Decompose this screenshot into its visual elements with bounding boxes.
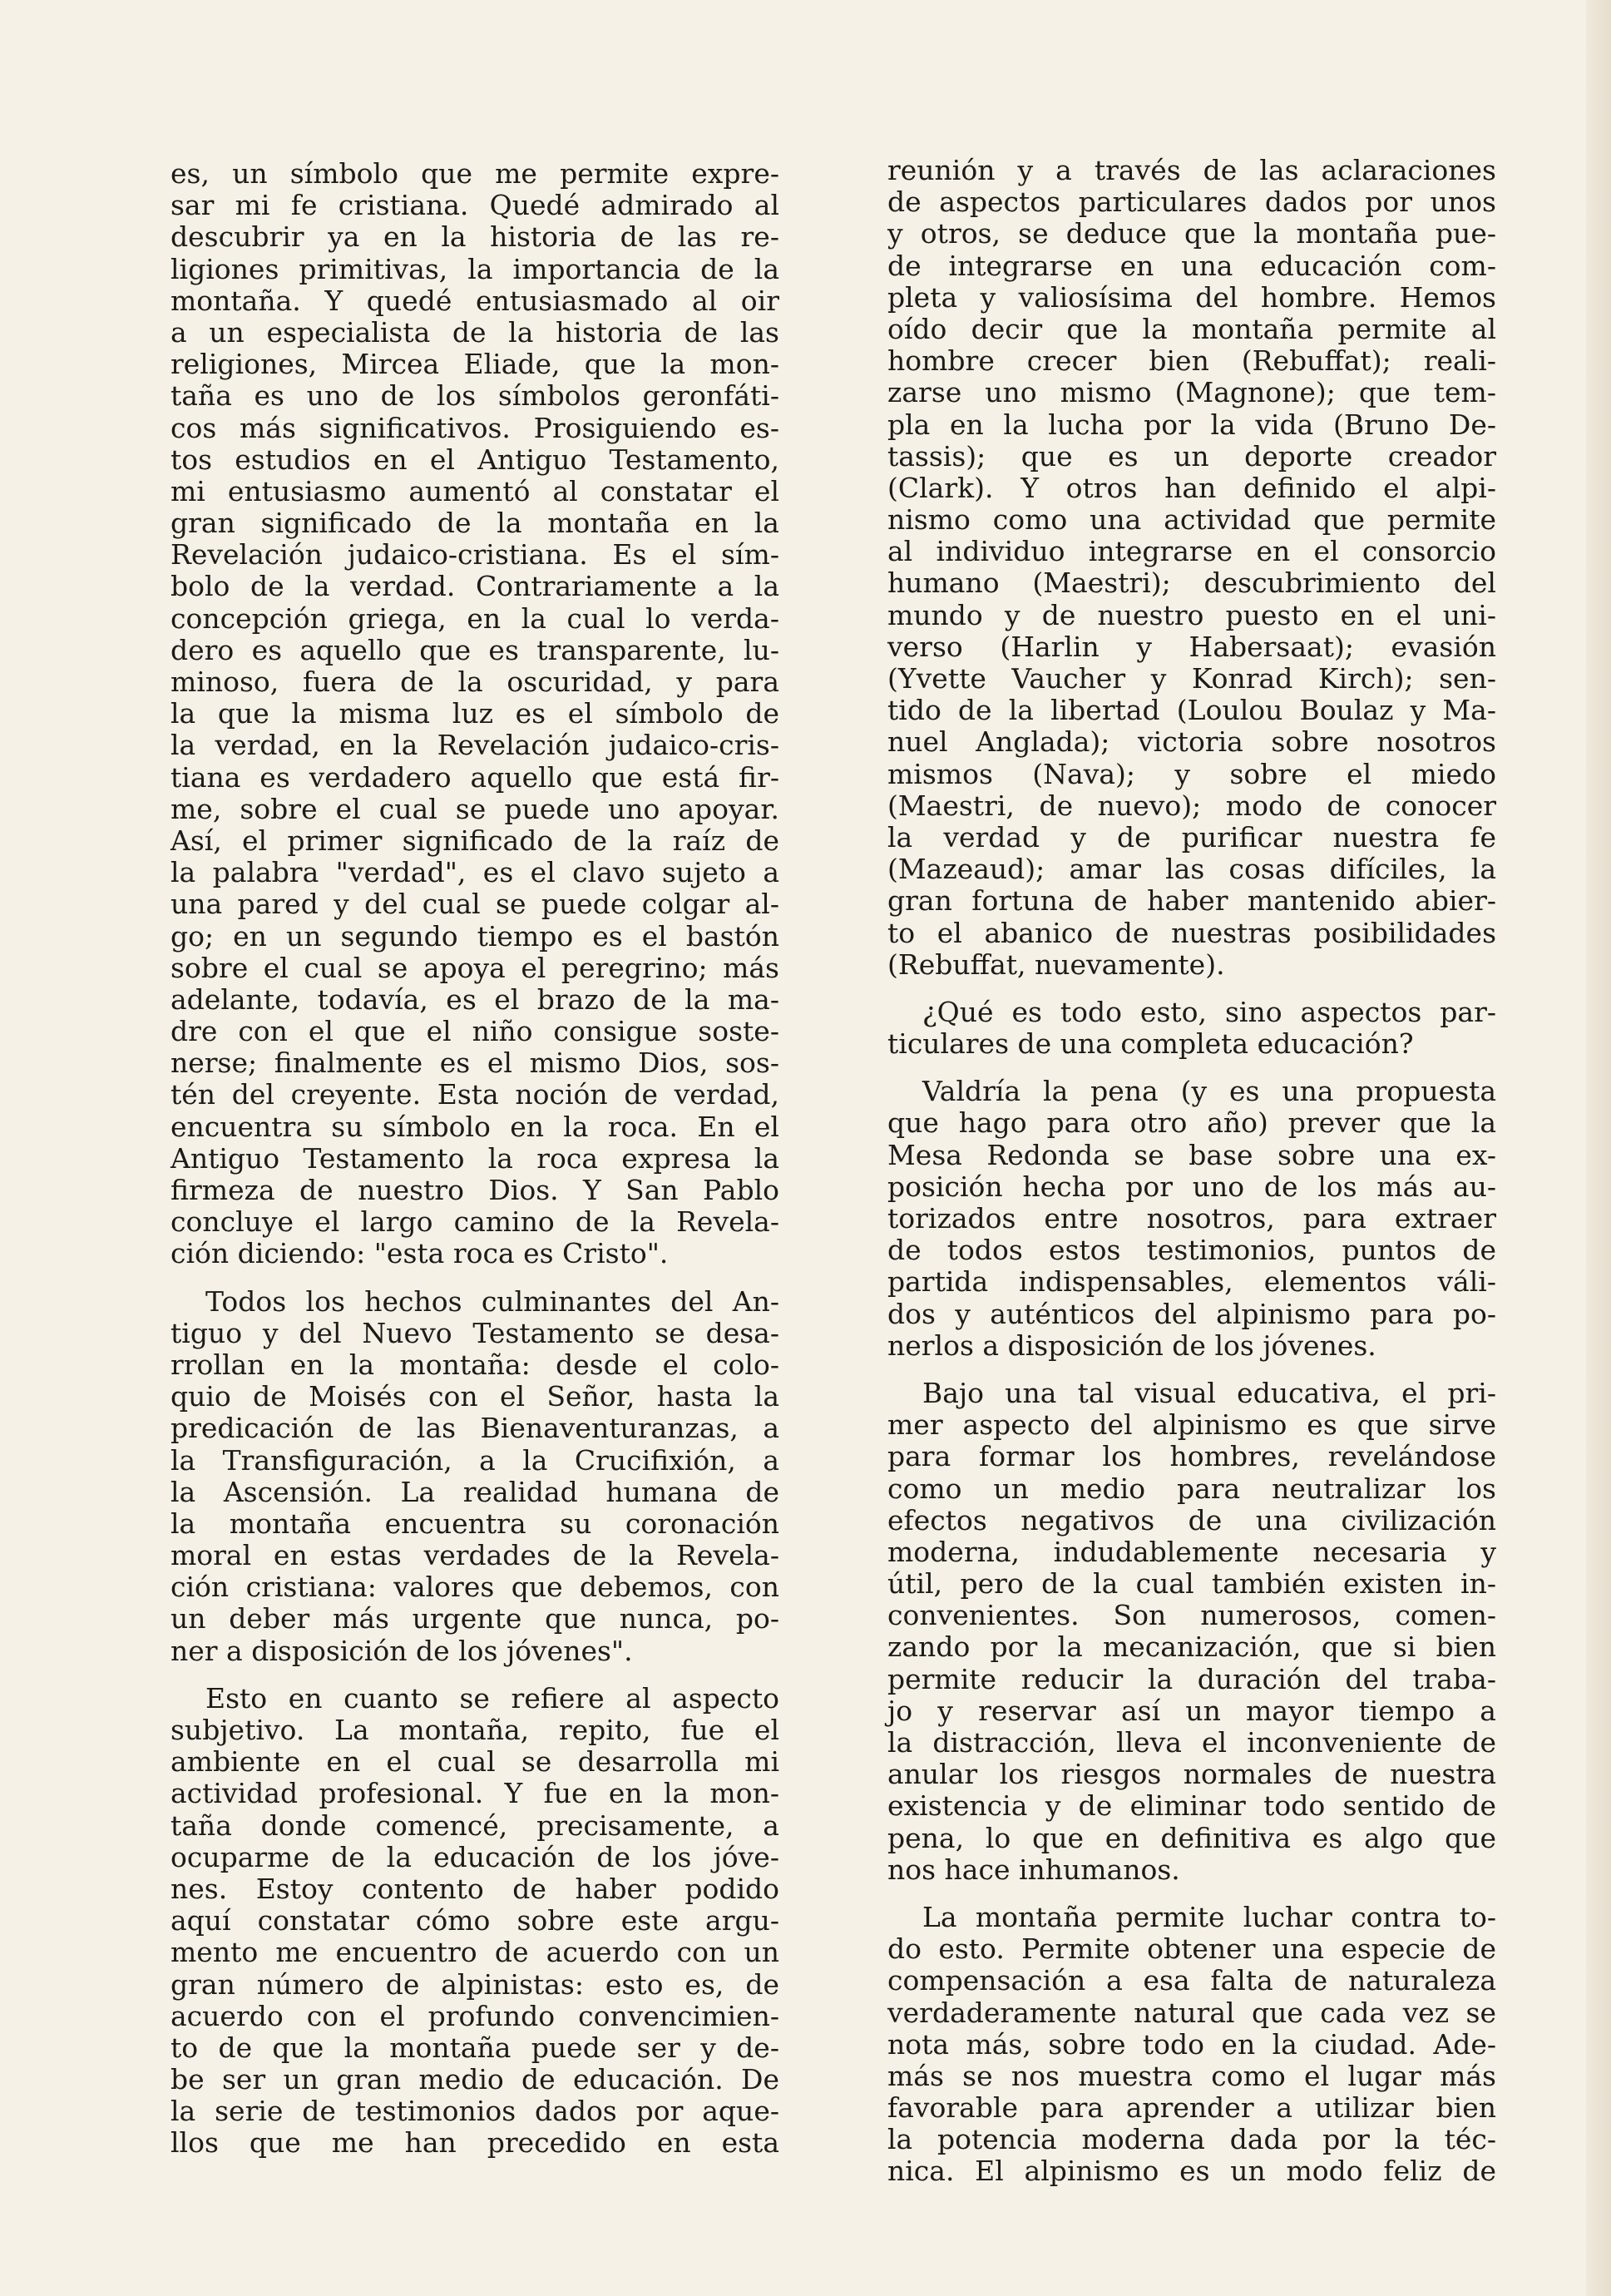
left-column	[170, 158, 779, 2160]
text-line: dre con el que el niño consigue soste-	[170, 1015, 779, 1048]
text-line: cos más significativos. Prosiguiendo es-	[170, 411, 779, 444]
text-line: tido de la libertad (Loulou Boulaz y Ma-	[887, 694, 1496, 727]
text-line: al individuo integrarse en el consorcio	[887, 535, 1496, 568]
text-line: existencia y de eliminar todo sentido de	[887, 1789, 1496, 1823]
text-line: tassis); que es un deporte creador	[887, 439, 1496, 473]
paragraph	[887, 1902, 1496, 2188]
text-line: ción cristiana: valores que debemos, con	[170, 1571, 779, 1604]
paragraph	[887, 1378, 1496, 1886]
text-line: taña donde comencé, precisamente, a	[170, 1809, 779, 1842]
text-line: convenientes. Son numerosos, comen-	[887, 1599, 1496, 1632]
text-line: la Transfiguración, a la Crucifixión, a	[170, 1443, 779, 1477]
text-line: Revelación judaico-cristiana. Es el sím-	[170, 538, 779, 572]
text-line: aquí constatar cómo sobre este argu-	[170, 1904, 779, 1937]
text-line: ¿Qué es todo esto, sino aspectos par-	[922, 995, 1496, 1028]
paragraph-gap	[887, 1362, 1496, 1378]
text-line: partida indispensables, elementos váli-	[887, 1265, 1496, 1299]
text-line: efectos negativos de una civilización	[887, 1503, 1496, 1536]
text-line: ticulares de una completa educación?	[887, 1027, 1414, 1061]
text-line: nica. El alpinismo es un modo feliz de	[887, 2155, 1496, 2188]
text-line: gran número de alpinistas: esto es, de	[170, 1967, 779, 2001]
text-line: posición hecha por uno de los más au-	[887, 1170, 1496, 1203]
text-line: zando por la mecanización, que si bien	[887, 1630, 1496, 1664]
paragraph-gap	[887, 1886, 1496, 1902]
text-line: una pared y del cual se puede colgar al-	[170, 888, 779, 921]
text-line: ocuparme de la educación de los jóve-	[170, 1840, 779, 1873]
text-line: be ser un gran medio de educación. De	[170, 2063, 779, 2096]
text-line: hombre crecer bien (Rebuffat); reali-	[887, 344, 1496, 378]
text-line: Mesa Redonda se base sobre una ex-	[887, 1138, 1496, 1171]
paragraph	[170, 1286, 779, 1667]
text-line: torizados entre nosotros, para extraer	[887, 1202, 1496, 1235]
text-line: (Clark). Y otros han definido el alpi-	[887, 471, 1496, 504]
text-line: to de que la montaña puede ser y de-	[170, 2031, 779, 2064]
text-line: do esto. Permite obtener una especie de	[887, 1932, 1496, 1966]
text-line: la potencia moderna dada por la téc-	[887, 2123, 1496, 2156]
text-line: que hago para otro año) prever que la	[887, 1106, 1496, 1140]
text-line: concepción griega, en la cual lo verda-	[170, 601, 779, 635]
text-line: Todos los hechos culminantes del An-	[205, 1284, 779, 1318]
page-edge	[1586, 0, 1611, 2296]
text-line: Así, el primer significado de la raíz de	[170, 824, 779, 857]
text-line: Bajo una tal visual educativa, el pri-	[922, 1376, 1496, 1409]
text-line: tiana es verdadero aquello que está fir-	[170, 760, 779, 794]
text-line: tén del creyente. Esta noción de verdad,	[170, 1078, 779, 1111]
text-line: (Yvette Vaucher y Konrad Kirch); sen-	[887, 662, 1496, 695]
text-line: de aspectos particulares dados por unos	[887, 186, 1496, 219]
text-line: llos que me han precedido en esta	[170, 2126, 779, 2160]
text-line: pleta y valiosísima del hombre. Hemos	[887, 280, 1496, 314]
text-line: nos hace inhumanos.	[887, 1853, 1180, 1886]
text-line: nerse; finalmente es el mismo Dios, sos-	[170, 1047, 779, 1080]
text-line: nes. Estoy contento de haber podido	[170, 1872, 779, 1905]
text-line: oído decir que la montaña permite al	[887, 312, 1496, 345]
text-line: mento me encuentro de acuerdo con un	[170, 1936, 779, 1969]
text-line: mer aspecto del alpinismo es que sirve	[887, 1408, 1496, 1442]
text-line: acuerdo con el profundo convencimien-	[170, 1999, 779, 2032]
text-line: descubrir ya en la historia de las re-	[170, 220, 779, 254]
right-column	[887, 155, 1496, 2188]
text-line: Antiguo Testamento la roca expresa la	[170, 1141, 779, 1175]
text-line: to el abanico de nuestras posibilidades	[887, 916, 1496, 949]
text-line: rrollan en la montaña: desde el colo-	[170, 1348, 779, 1381]
text-line: tos estudios en el Antiguo Testamento,	[170, 443, 779, 476]
text-line: compensación a esa falta de naturaleza	[887, 1964, 1496, 1997]
paragraph	[170, 1683, 779, 2160]
text-line: adelante, todavía, es el brazo de la ma-	[170, 982, 779, 1016]
text-line: la montaña encuentra su coronación	[170, 1507, 779, 1540]
text-line: tiguo y del Nuevo Testamento se desa-	[170, 1316, 779, 1349]
paragraph-gap	[887, 1060, 1496, 1076]
text-line: me, sobre el cual se puede uno apoyar.	[170, 792, 779, 825]
paragraph	[887, 1076, 1496, 1362]
text-line: mismos (Nava); y sobre el miedo	[887, 757, 1496, 790]
text-line: nismo como una actividad que permite	[887, 503, 1496, 537]
text-line: go; en un segundo tiempo es el bastón	[170, 919, 779, 953]
text-line: Esto en cuanto se refiere al aspecto	[205, 1681, 779, 1715]
text-line: nota más, sobre todo en la ciudad. Ade-	[887, 2027, 1496, 2061]
text-line: verdaderamente natural que cada vez se	[887, 1996, 1496, 2029]
text-line: mundo y de nuestro puesto en el uni-	[887, 598, 1496, 631]
text-line: la Ascensión. La realidad humana de	[170, 1475, 779, 1508]
paragraph	[887, 997, 1496, 1060]
text-line: permite reducir la duración del traba-	[887, 1662, 1496, 1695]
text-line: la distracción, lleva el inconveniente de	[887, 1726, 1496, 1759]
text-line: es, un símbolo que me permite expre-	[170, 157, 779, 190]
text-line: sobre el cual se apoya el peregrino; más	[170, 951, 779, 984]
paragraph-gap	[887, 981, 1496, 997]
text-line: ner a disposición de los jóvenes".	[170, 1634, 633, 1667]
text-line: dero es aquello que es transparente, lu-	[170, 633, 779, 666]
text-line: moral en estas verdades de la Revela-	[170, 1539, 779, 1572]
text-line: la serie de testimonios dados por aque-	[170, 2095, 779, 2128]
text-line: montaña. Y quedé entusiasmado al oir	[170, 284, 779, 317]
text-line: sar mi fe cristiana. Quedé admirado al	[170, 189, 779, 222]
text-line: más se nos muestra como el lugar más	[887, 2059, 1496, 2092]
text-line: dos y auténticos del alpinismo para po-	[887, 1297, 1496, 1330]
text-line: nerlos a disposición de los jóvenes.	[887, 1329, 1376, 1362]
text-line: jo y reservar así un mayor tiempo a	[887, 1694, 1496, 1727]
text-line: mi entusiasmo aumentó al constatar el	[170, 474, 779, 507]
text-line: firmeza de nuestro Dios. Y San Pablo	[170, 1174, 779, 1206]
paragraph-gap	[170, 1667, 779, 1683]
text-line: predicación de las Bienaventuranzas, a	[170, 1412, 779, 1445]
text-line: gran significado de la montaña en la	[170, 507, 779, 540]
text-line: quio de Moisés con el Señor, hasta la	[170, 1380, 779, 1413]
text-line: de integrarse en una educación com-	[887, 249, 1496, 282]
paragraph-gap	[170, 1270, 779, 1286]
paragraph	[887, 155, 1496, 981]
text-line: actividad profesional. Y fue en la mon-	[170, 1777, 779, 1810]
text-line: minoso, fuera de la oscuridad, y para	[170, 666, 779, 698]
text-line: pla en la lucha por la vida (Bruno De-	[887, 408, 1496, 441]
text-line: a un especialista de la historia de las	[170, 315, 779, 349]
text-line: taña es uno de los símbolos geronfáti-	[170, 379, 779, 413]
text-line: gran fortuna de haber mantenido abier-	[887, 884, 1496, 918]
text-line: pena, lo que en definitiva es algo que	[887, 1821, 1496, 1854]
text-line: (Maestri, de nuevo); modo de conocer	[887, 789, 1496, 822]
text-line: nuel Anglada); victoria sobre nosotros	[887, 725, 1496, 759]
text-line: encuentra su símbolo en la roca. En el	[170, 1110, 779, 1143]
paragraph	[170, 158, 779, 1270]
text-line: ción diciendo: "esta roca es Cristo".	[170, 1237, 669, 1270]
text-line: (Rebuffat, nuevamente).	[887, 948, 1225, 981]
text-line: (Mazeaud); amar las cosas difíciles, la	[887, 853, 1496, 886]
text-line: reunión y a través de las aclaraciones	[887, 154, 1496, 186]
text-line: zarse uno mismo (Magnone); que tem-	[887, 376, 1496, 409]
text-line: útil, pero de la cual también existen in-	[887, 1567, 1496, 1601]
text-line: humano (Maestri); descubrimiento del	[887, 567, 1496, 600]
text-line: religiones, Mircea Eliade, que la mon-	[170, 348, 779, 381]
text-line: y otros, se deduce que la montaña pue-	[887, 217, 1496, 250]
text-line: anular los riesgos normales de nuestra	[887, 1758, 1496, 1791]
text-line: un deber más urgente que nunca, po-	[170, 1602, 779, 1635]
text-line: de todos estos testimonios, puntos de	[887, 1234, 1496, 1267]
text-line: ligiones primitivas, la importancia de la	[170, 252, 779, 285]
text-line: ambiente en el cual se desarrolla mi	[170, 1745, 779, 1779]
text-line: subjetivo. La montaña, repito, fue el	[170, 1714, 779, 1746]
text-line: La montaña permite luchar contra to-	[922, 1900, 1496, 1933]
text-line: para formar los hombres, revelándose	[887, 1440, 1496, 1473]
text-line: la palabra "verdad", es el clavo sujeto a	[170, 856, 779, 889]
text-line: como un medio para neutralizar los	[887, 1472, 1496, 1505]
text-line: concluye el largo camino de la Revela-	[170, 1205, 779, 1239]
text-line: moderna, indudablemente necesaria y	[887, 1535, 1496, 1568]
text-line: favorable para aprender a utilizar bien	[887, 2091, 1496, 2125]
text-line: la que la misma luz es el símbolo de	[170, 697, 779, 730]
text-line: bolo de la verdad. Contrariamente a la	[170, 570, 779, 603]
text-line: verso (Harlin y Habersaat); evasión	[887, 630, 1496, 663]
text-line: la verdad, en la Revelación judaico-cris-	[170, 729, 779, 762]
text-line: Valdría la pena (y es una propuesta	[922, 1075, 1496, 1108]
text-line: la verdad y de purificar nuestra fe	[887, 820, 1496, 854]
